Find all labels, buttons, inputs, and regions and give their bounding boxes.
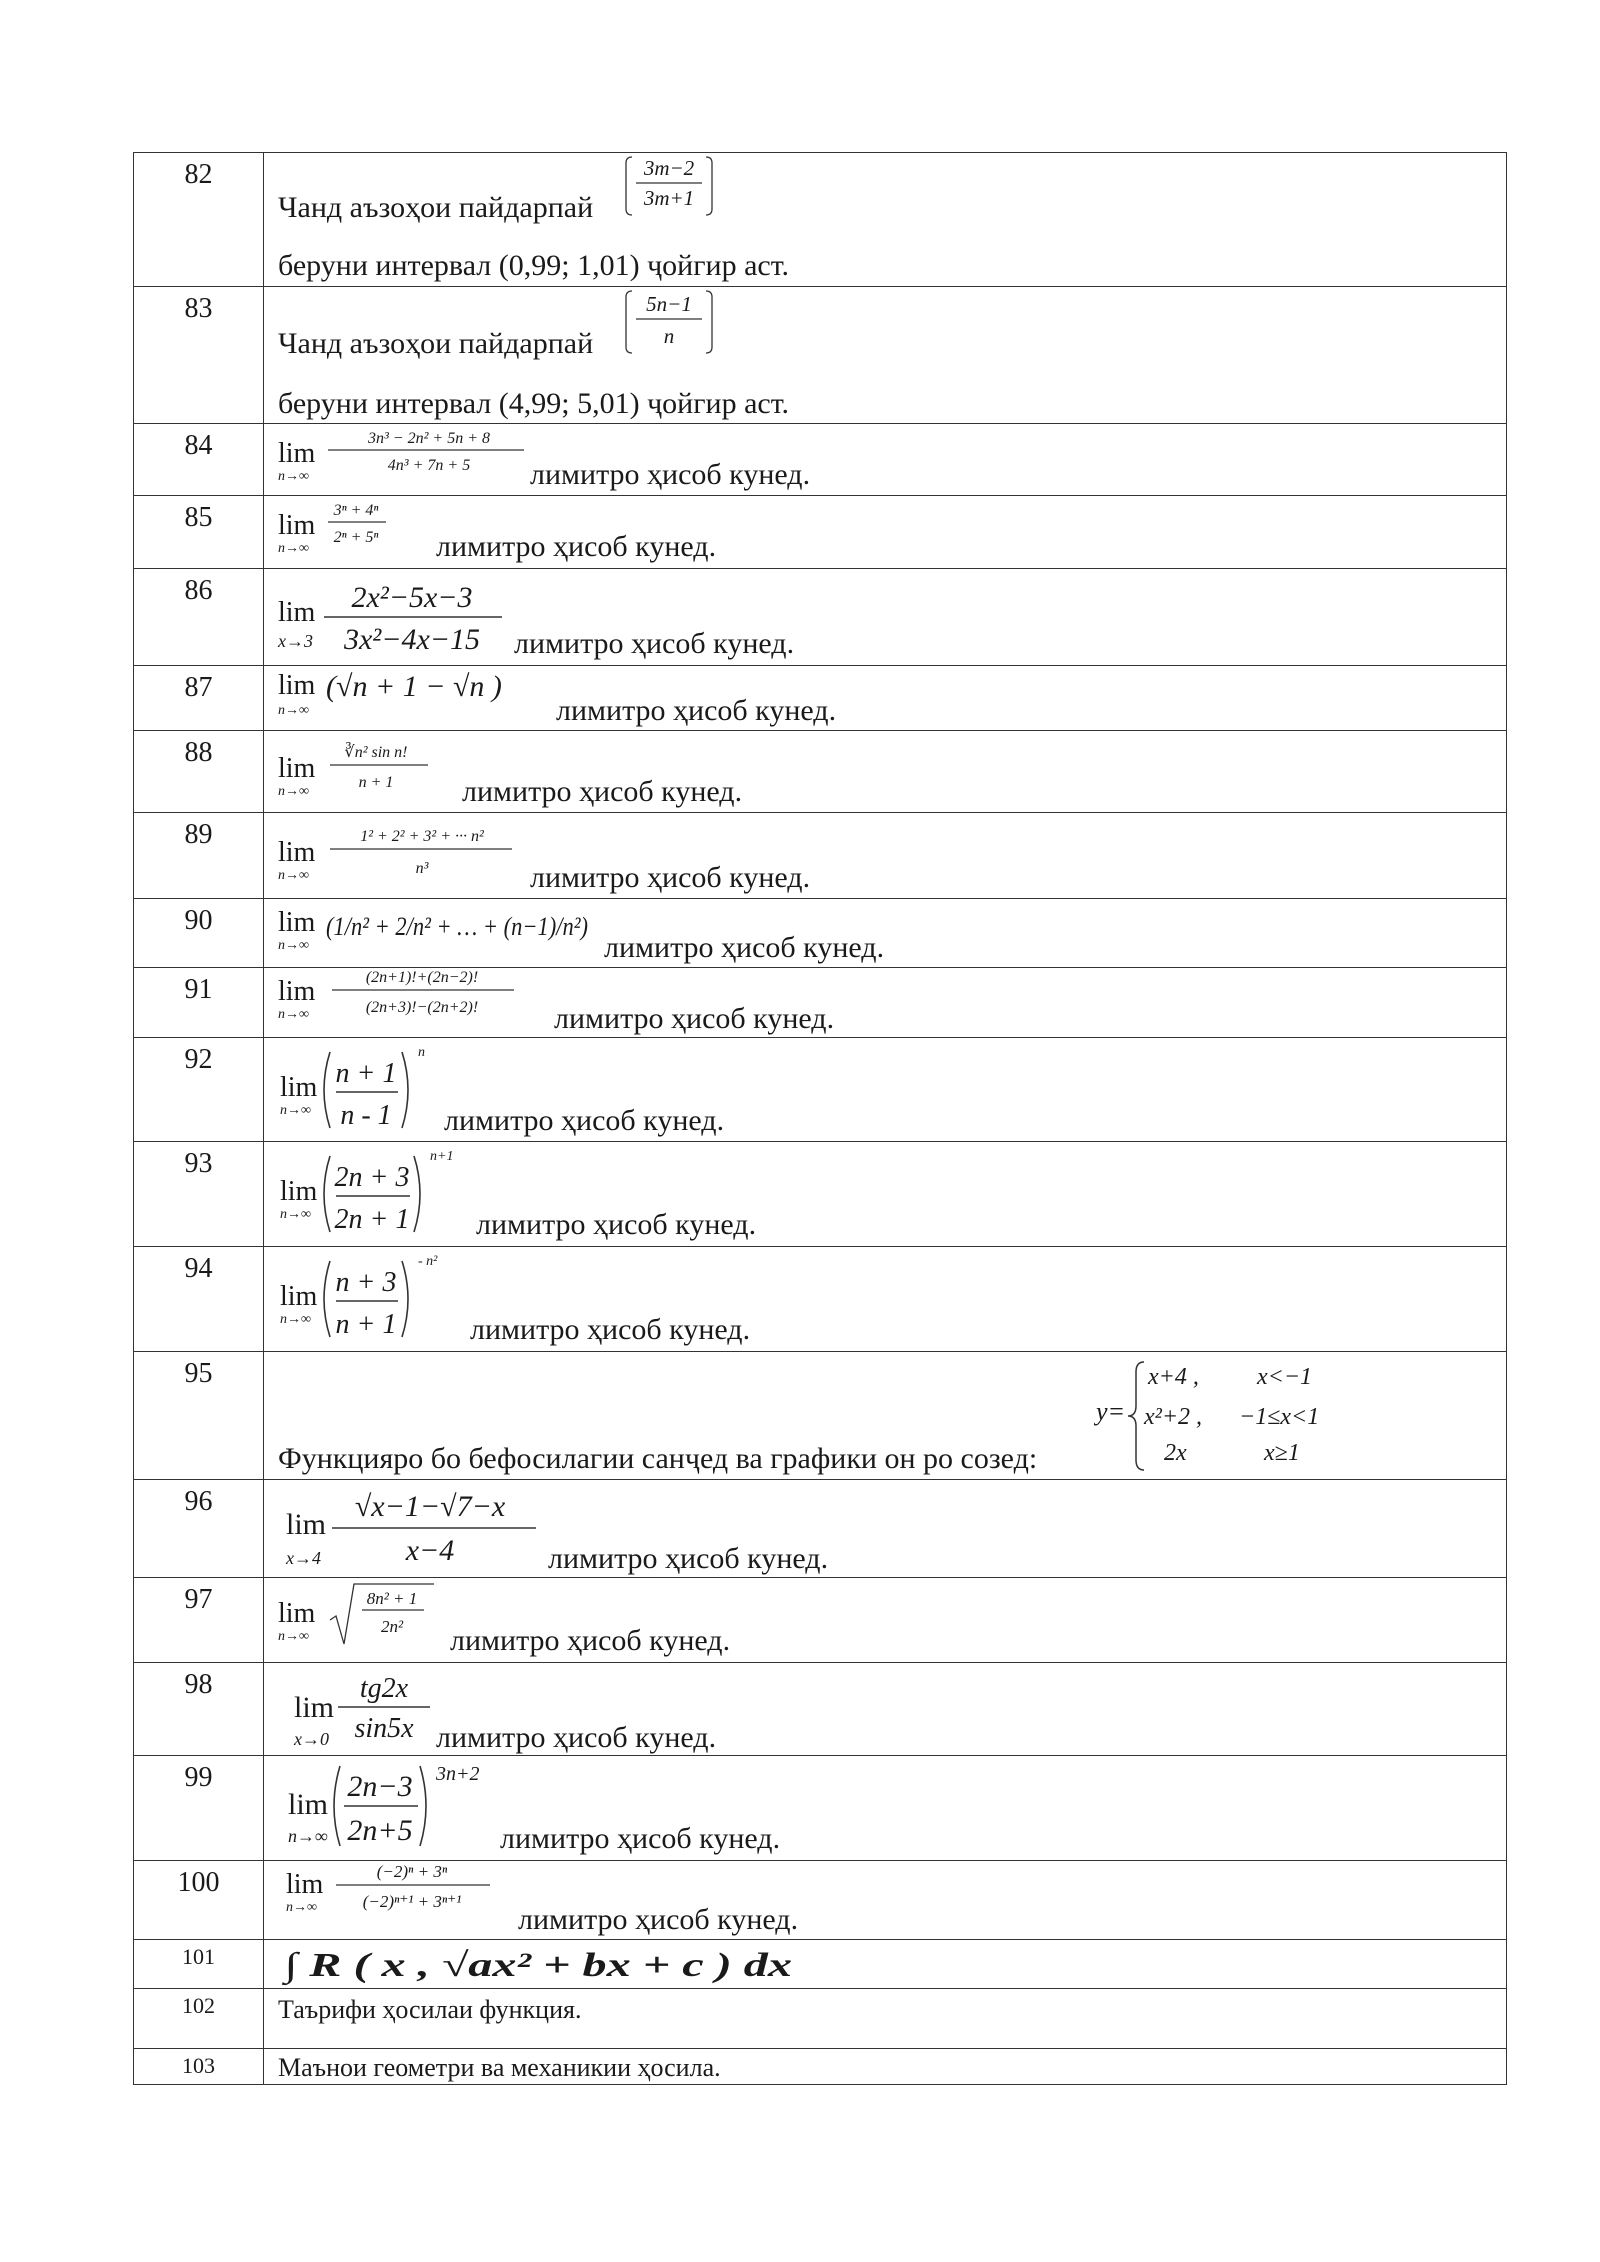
- exponent: 3n+2: [436, 1763, 480, 1785]
- fraction-numerator: 8n² + 1: [366, 1589, 418, 1608]
- table-row: [134, 1038, 1507, 1142]
- table-row: [134, 2049, 1507, 2085]
- lim-subscript: n→∞: [278, 541, 309, 556]
- limit-expression: [276, 571, 516, 661]
- row-number: 98: [134, 1663, 264, 1756]
- table-row: [134, 813, 1507, 899]
- row-content: [264, 424, 1507, 496]
- integral-expression: [282, 1940, 802, 1986]
- row-number: 85: [134, 496, 264, 569]
- fraction-numerator: ∛n² sin n!: [344, 744, 408, 761]
- row-number: 101: [134, 1940, 264, 1989]
- fraction-denominator: sin5x: [354, 1713, 414, 1744]
- fraction-denominator: n - 1: [340, 1100, 392, 1131]
- case-condition: x<−1: [1257, 1364, 1313, 1390]
- table-row: [134, 569, 1507, 666]
- row-number: 89: [134, 813, 264, 899]
- fraction-denominator: 2n + 1: [334, 1204, 410, 1235]
- fraction-numerator: √x−1−√7−x: [354, 1490, 506, 1523]
- limit-expression: [284, 1861, 494, 1927]
- row-number: 82: [134, 153, 264, 287]
- row-content: [264, 2049, 1507, 2085]
- lim-subscript: n→∞: [280, 1207, 311, 1222]
- table-row: [134, 731, 1507, 813]
- limit-expression: [278, 1251, 478, 1347]
- fraction-denominator: (2n+3)!−(2n+2)!: [365, 999, 479, 1016]
- row-number: 99: [134, 1756, 264, 1861]
- fraction-denominator: 2ⁿ + 5ⁿ: [333, 529, 379, 546]
- lim-label: lim: [278, 597, 316, 628]
- row-content: [264, 1989, 1507, 2049]
- table-row: [134, 496, 1507, 569]
- row-number: 88: [134, 731, 264, 813]
- row-number: 87: [134, 666, 264, 731]
- row-content: [264, 1663, 1507, 1756]
- row-number: 90: [134, 899, 264, 968]
- row-content: [264, 899, 1507, 968]
- fraction-numerator: (−2)ⁿ + 3ⁿ: [376, 1862, 448, 1881]
- table-row: [134, 1756, 1507, 1861]
- problem-text: лимитро ҳисоб кунед.: [476, 1208, 757, 1241]
- row-content: [264, 1038, 1507, 1142]
- lim-label: lim: [288, 1788, 329, 1821]
- row-number: 92: [134, 1038, 264, 1142]
- row-content: [264, 731, 1507, 813]
- problem-text: Чанд аъзоҳои пайдарпай: [278, 327, 594, 360]
- limit-expression: [276, 668, 546, 724]
- fraction-numerator: 1² + 2² + 3² + ··· n²: [360, 828, 484, 845]
- fraction-numerator: n + 3: [335, 1267, 397, 1298]
- row-content: [264, 1142, 1507, 1247]
- limit-expression: [276, 498, 426, 562]
- table-row: [134, 1247, 1507, 1352]
- lim-subscript: n→∞: [288, 1826, 328, 1846]
- limit-body: (√n + 1 − √n ): [326, 670, 502, 703]
- problem-text: лимитро ҳисоб кунед.: [470, 1313, 751, 1346]
- row-content: [264, 968, 1507, 1038]
- lim-subscript: x→3: [278, 631, 313, 651]
- lim-subscript: n→∞: [278, 703, 309, 718]
- fraction-denominator: 4n³ + 7n + 5: [387, 457, 471, 474]
- lim-subscript: n→∞: [278, 784, 309, 799]
- row-number: 83: [134, 287, 264, 424]
- problem-text: лимитро ҳисоб кунед.: [530, 861, 811, 894]
- lim-label: lim: [278, 976, 316, 1007]
- fraction-denominator: 2n²: [380, 1617, 404, 1636]
- problem-text: лимитро ҳисоб кунед.: [462, 775, 743, 808]
- row-content: [264, 1940, 1507, 1989]
- limit-expression: [286, 1758, 506, 1858]
- lim-label: lim: [286, 1869, 324, 1900]
- problem-text: лимитро ҳисоб кунед.: [554, 1002, 835, 1035]
- lim-label: lim: [278, 438, 316, 469]
- row-content: [264, 813, 1507, 899]
- fraction-numerator: (2n+1)!+(2n−2)!: [365, 969, 479, 986]
- lim-subscript: n→∞: [278, 1629, 309, 1644]
- problem-text: лимитро ҳисоб кунед.: [436, 1721, 717, 1754]
- problems-table: [133, 152, 1507, 2085]
- piecewise-function: [1094, 1354, 1374, 1478]
- lim-label: lim: [278, 753, 316, 784]
- limit-expression: [276, 426, 526, 490]
- table-row: [134, 968, 1507, 1038]
- problem-text: лимитро ҳисоб кунед.: [518, 1903, 799, 1936]
- row-number: 84: [134, 424, 264, 496]
- table-row: [134, 1142, 1507, 1247]
- table-row: [134, 287, 1507, 424]
- lim-subscript: x→4: [286, 1548, 321, 1568]
- lim-subscript: n→∞: [280, 1103, 311, 1118]
- row-number: 95: [134, 1352, 264, 1480]
- case-formula: x²+2 ,: [1144, 1404, 1203, 1430]
- problem-text: лимитро ҳисоб кунед.: [604, 931, 885, 964]
- lim-subscript: n→∞: [286, 1900, 317, 1915]
- table-row: [134, 1480, 1507, 1578]
- table-row: [134, 899, 1507, 968]
- row-content: [264, 1861, 1507, 1940]
- row-content: [264, 287, 1507, 424]
- exponent: n+1: [430, 1149, 454, 1164]
- fraction-numerator: 2x²−5x−3: [351, 581, 473, 614]
- limit-expression: [284, 1482, 544, 1574]
- table-row: [134, 1989, 1507, 2049]
- lim-subscript: n→∞: [278, 868, 309, 883]
- problem-text: Таърифи ҳосилаи функция.: [278, 1995, 582, 2024]
- row-content: [264, 496, 1507, 569]
- lim-subscript: n→∞: [278, 1007, 309, 1022]
- table-row: [134, 1663, 1507, 1756]
- lim-label: lim: [286, 1508, 327, 1541]
- fraction-denominator: 2n+5: [347, 1814, 413, 1847]
- fraction-expression: [624, 287, 714, 357]
- row-content: [264, 153, 1507, 287]
- row-content: [264, 1756, 1507, 1861]
- limit-expression: [278, 1042, 448, 1136]
- problem-text: лимитро ҳисоб кунед.: [450, 1624, 731, 1657]
- lim-label: lim: [294, 1691, 335, 1724]
- table-row: [134, 1352, 1507, 1480]
- fraction-denominator: x−4: [405, 1534, 455, 1567]
- problem-text: беруни интервал (4,99; 5,01) ҷойгир аст.: [278, 387, 790, 420]
- integral-formula: ∫ R ( x , √ax² + bx + c ) dx: [284, 1947, 643, 1984]
- row-number: 100: [134, 1861, 264, 1940]
- row-content: [264, 1247, 1507, 1352]
- row-content: [264, 1480, 1507, 1578]
- fraction-numerator: tg2x: [359, 1673, 409, 1704]
- limit-expression: [276, 1580, 436, 1656]
- table-row: [134, 666, 1507, 731]
- fraction-denominator: (−2)ⁿ⁺¹ + 3ⁿ⁺¹: [362, 1892, 462, 1911]
- problem-text: лимитро ҳисоб кунед.: [444, 1104, 725, 1137]
- limit-expression: [276, 968, 536, 1030]
- lim-label: lim: [278, 1598, 316, 1629]
- fraction-numerator: 3ⁿ + 4ⁿ: [333, 502, 379, 519]
- limit-body: (1/n² + 2/n² + … + (n−1)/n²): [326, 912, 588, 941]
- table-row: [134, 1861, 1507, 1940]
- limit-expression: [292, 1665, 442, 1753]
- fraction-denominator: n³: [415, 860, 429, 877]
- row-number: 94: [134, 1247, 264, 1352]
- lim-label: lim: [280, 1072, 318, 1103]
- fraction-numerator: 2n + 3: [334, 1162, 410, 1193]
- row-content: [264, 1578, 1507, 1663]
- row-number: 102: [134, 1989, 264, 2049]
- limit-expression: [276, 733, 446, 809]
- row-number: 91: [134, 968, 264, 1038]
- exponent: n: [418, 1045, 425, 1060]
- problem-text: лимитро ҳисоб кунед.: [548, 1542, 829, 1575]
- lim-label: lim: [278, 510, 316, 541]
- problem-text: Функцияро бо бефосилагии санҷед ва графики он ро созед:: [278, 1442, 1038, 1475]
- table-row: [134, 153, 1507, 287]
- exponent: - n²: [418, 1254, 438, 1269]
- lim-label: lim: [278, 837, 316, 868]
- lim-label: lim: [280, 1176, 318, 1207]
- table-row: [134, 1578, 1507, 1663]
- lim-subscript: x→0: [294, 1729, 329, 1749]
- fraction-numerator: n + 1: [335, 1058, 397, 1089]
- row-number: 93: [134, 1142, 264, 1247]
- case-formula: 2x: [1164, 1440, 1187, 1466]
- fraction-numerator: 5n−1: [646, 292, 692, 316]
- lim-label: lim: [278, 670, 316, 701]
- fraction-denominator: 3m+1: [643, 186, 695, 210]
- problem-text: Маънои геометри ва механикии ҳосила.: [278, 2053, 721, 2082]
- lim-subscript: n→∞: [278, 938, 309, 953]
- problem-text: лимитро ҳисоб кунед.: [514, 627, 795, 660]
- case-condition: −1≤x<1: [1239, 1404, 1320, 1430]
- fraction-denominator: 3x²−4x−15: [343, 623, 481, 656]
- row-content: [264, 1352, 1507, 1480]
- fraction-denominator: n + 1: [358, 774, 394, 791]
- problem-text: лимитро ҳисоб кунед.: [436, 530, 717, 563]
- lim-label: lim: [278, 907, 316, 938]
- case-condition: x≥1: [1264, 1440, 1300, 1466]
- row-number: 96: [134, 1480, 264, 1578]
- problem-text: лимитро ҳисоб кунед.: [500, 1822, 781, 1855]
- limit-expression: [276, 815, 516, 895]
- limit-expression: [276, 899, 596, 963]
- case-formula: x+4 ,: [1148, 1364, 1199, 1390]
- problem-text: Чанд аъзоҳои пайдарпай: [278, 191, 594, 224]
- function-label: y=: [1096, 1397, 1126, 1426]
- lim-label: lim: [280, 1281, 318, 1312]
- fraction-denominator: n + 1: [335, 1309, 397, 1340]
- lim-subscript: n→∞: [278, 469, 309, 484]
- fraction-expression: [624, 153, 714, 219]
- table-row: [134, 424, 1507, 496]
- row-content: [264, 569, 1507, 666]
- problem-text: лимитро ҳисоб кунед.: [556, 694, 837, 727]
- problem-text: беруни интервал (0,99; 1,01) ҷойгир аст.: [278, 249, 790, 282]
- row-number: 97: [134, 1578, 264, 1663]
- table-row: [134, 1940, 1507, 1989]
- fraction-numerator: 2n−3: [347, 1770, 413, 1803]
- fraction-numerator: 3n³ − 2n² + 5n + 8: [368, 430, 490, 447]
- fraction-denominator: n: [663, 324, 675, 348]
- row-number: 103: [134, 2049, 264, 2085]
- row-content: [264, 666, 1507, 731]
- row-number: 86: [134, 569, 264, 666]
- problem-text: лимитро ҳисоб кунед.: [530, 458, 811, 491]
- fraction-numerator: 3m−2: [643, 156, 695, 180]
- limit-expression: [278, 1146, 488, 1242]
- lim-subscript: n→∞: [280, 1312, 311, 1327]
